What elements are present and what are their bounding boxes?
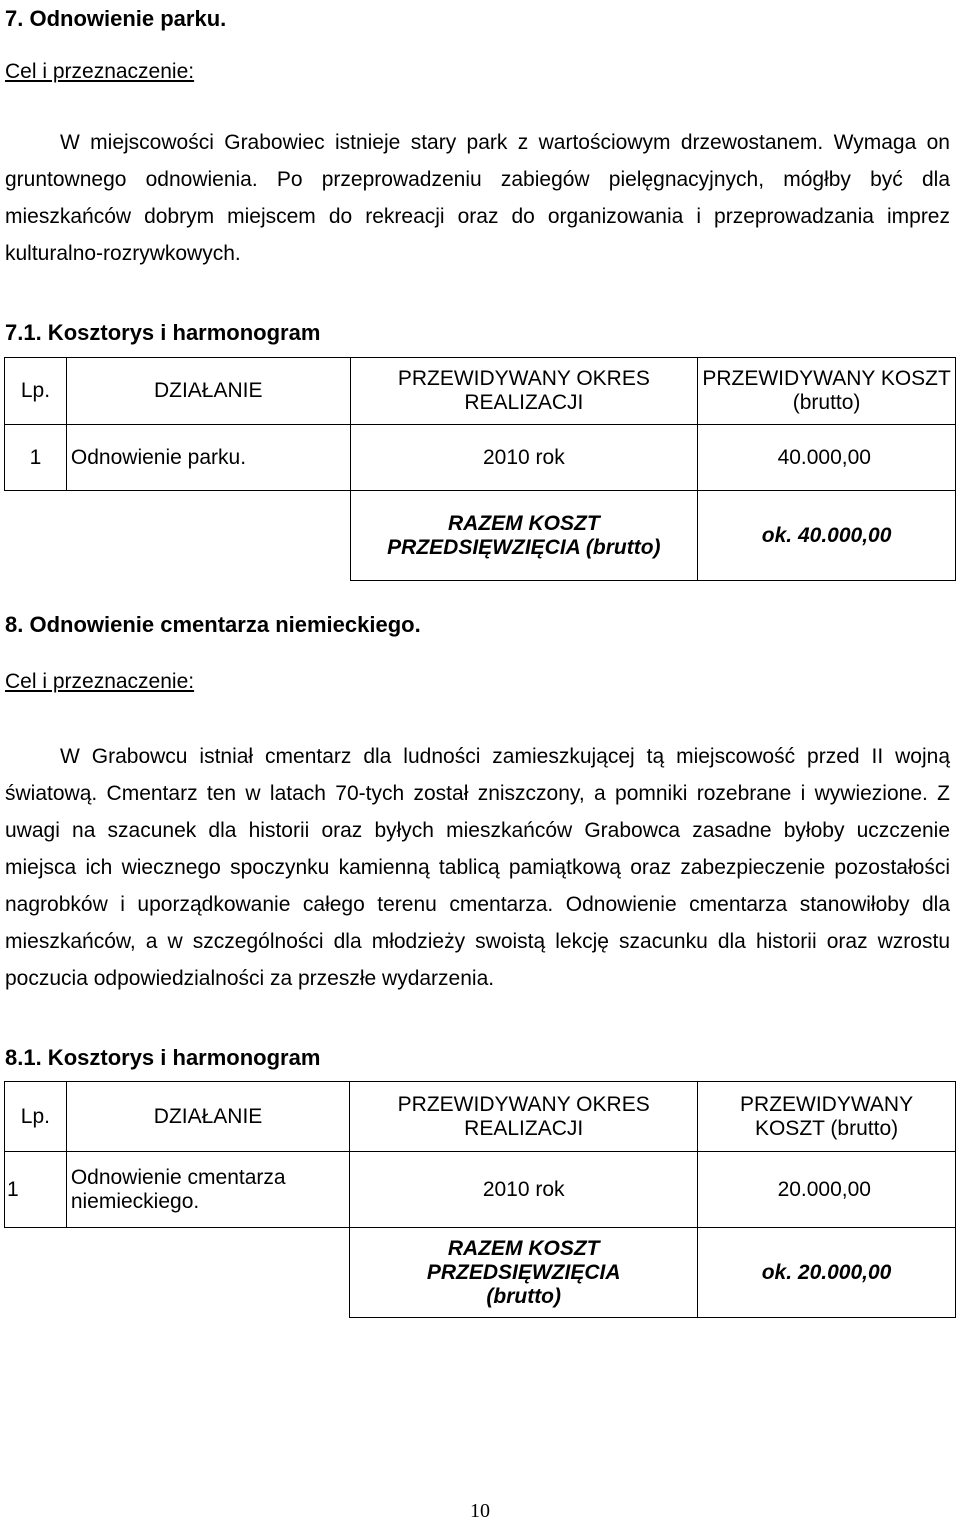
table-header-lp: Lp.	[5, 358, 67, 425]
table-total-row	[5, 491, 956, 581]
table-cell-period: 2010 rok	[350, 1152, 698, 1228]
table-header-action: DZIAŁANIE	[66, 1082, 349, 1152]
table-header-lp: Lp.	[5, 1082, 67, 1152]
section-7-purpose-label: Cel i przeznaczenie:	[5, 60, 195, 83]
section-7-table	[4, 357, 956, 581]
section-8-table	[4, 1081, 956, 1318]
section-7-heading: 7. Odnowienie parku.	[5, 6, 227, 31]
section-7-subheading: 7.1. Kosztorys i harmonogram	[5, 320, 321, 345]
page-number: 10	[470, 1500, 490, 1522]
table-header-period: PRZEWIDYWANY OKRES REALIZACJI	[350, 1082, 698, 1152]
table-total-value: ok. 20.000,00	[698, 1228, 956, 1318]
table-cell-lp: 1	[5, 1152, 67, 1228]
table-cell-action: Odnowienie cmentarza niemieckiego.	[66, 1152, 349, 1228]
table-cell-lp: 1	[5, 425, 67, 491]
table-header-action: DZIAŁANIE	[66, 358, 350, 425]
table-total-label: RAZEM KOSZT PRZEDSIĘWZIĘCIA (brutto)	[350, 1228, 698, 1318]
table-total-row	[5, 1228, 956, 1318]
section-8-paragraph: W Grabowcu istniał cmentarz dla ludności zamieszkującej tą miejscowość przed II wojną światową. Cmentarz ten w latach 70-tych został zniszczony, a pomniki rozebrane i wywiezione. Z uwagi na szacunek dla historii oraz byłych mieszkańców Grabowca zasadne byłoby uczczenie miejsca ich wiecznego spoczynku kamienną tablicą pamiątkową oraz zabezpieczenie pozostałości nagrobków i uporządkowanie całego terenu cmentarza. Odnowienie cmentarza stanowiłoby dla mieszkańców, a w szczególności dla młodzieży swoistą lekcję szacunku dla historii oraz wzrostu poczucia odpowiedzialności za przeszłe wydarzenia.	[5, 745, 950, 990]
table-total-label: RAZEM KOSZT PRZEDSIĘWZIĘCIA (brutto)	[350, 491, 698, 581]
table-header-cost: PRZEWIDYWANY KOSZT (brutto)	[698, 358, 956, 425]
section-8-purpose-label: Cel i przeznaczenie:	[5, 670, 195, 693]
table-row	[5, 425, 956, 491]
table-header-period: PRZEWIDYWANY OKRES REALIZACJI	[350, 358, 698, 425]
section-7-paragraph: W miejscowości Grabowiec istnieje stary park z wartościowym drzewostanem. Wymaga on gruntownego odnowienia. Po przeprowadzeniu zabiegów pielęgnacyjnych, mógłby być dla mieszkańców dobrym miejscem do rekreacji oraz do organizowania i przeprowadzania imprez kulturalno-rozrywkowych.	[5, 131, 950, 265]
section-8-subheading: 8.1. Kosztorys i harmonogram	[5, 1045, 321, 1070]
table-total-value: ok. 40.000,00	[698, 491, 956, 581]
section-8-heading: 8. Odnowienie cmentarza niemieckiego.	[5, 612, 421, 637]
table-cell-cost: 40.000,00	[698, 425, 956, 491]
table-cell-action: Odnowienie parku.	[66, 425, 350, 491]
table-cell-cost: 20.000,00	[698, 1152, 956, 1228]
table-row	[5, 1152, 956, 1228]
table-cell-period: 2010 rok	[350, 425, 698, 491]
table-header-cost: PRZEWIDYWANY KOSZT (brutto)	[698, 1082, 956, 1152]
